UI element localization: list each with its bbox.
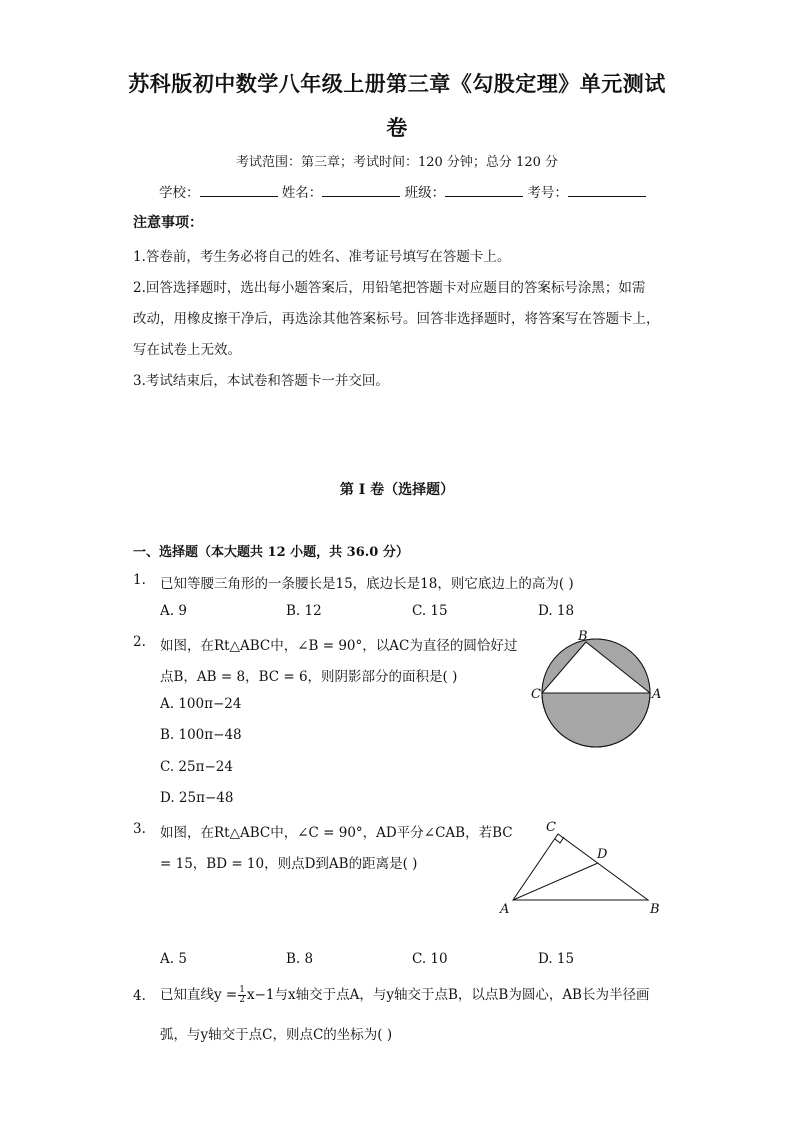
q3-label-c: C — [546, 820, 556, 835]
q4-stem — [160, 984, 649, 1006]
q3-option-c[interactable]: C. 10 — [412, 951, 448, 967]
q4-stem-cont: 弧，与y轴交于点C，则点C的坐标为( ) — [160, 1027, 393, 1043]
q2-number: 2. — [133, 634, 146, 650]
q3-stem: 如图，在Rt△ABC中，∠C = 90°，AD平分∠CAB，若BC — [160, 825, 513, 841]
q3-triangle — [513, 834, 648, 900]
notice-heading: 注意事项： — [133, 215, 203, 231]
page-title: 苏科版初中数学八年级上册第三章《勾股定理》单元测试 — [128, 71, 666, 96]
volume-title: 第 I 卷（选择题） — [339, 482, 455, 498]
notice-item-2-cont: 改动，用橡皮擦干净后，再选涂其他答案标号。回答非选择题时，将答案写在答题卡上， — [133, 311, 660, 327]
q1-number: 1. — [133, 572, 146, 588]
q1-option-d[interactable]: D. 18 — [538, 603, 575, 619]
q4-stem-post: x−1与x轴交于点A，与y轴交于点B，以点B为圆心，AB长为半径画 — [246, 987, 650, 1003]
class-blank[interactable] — [445, 184, 523, 197]
school-blank[interactable] — [200, 184, 278, 197]
q3-stem-cont: = 15，BD = 10，则点D到AB的距离是( ) — [160, 856, 418, 872]
student-info-row — [159, 181, 646, 201]
q2-label-a: A — [652, 687, 662, 702]
q2-circle-figure — [528, 628, 668, 752]
notice-item-2: 2.回答选择题时，选出每小题答案后，用铅笔把答题卡对应题目的答案标号涂黑；如需 — [133, 280, 646, 296]
notice-item-3: 3.考试结束后，本试卷和答题卡一并交回。 — [133, 373, 389, 389]
notice-item-2-cont2: 写在试卷上无效。 — [133, 342, 241, 358]
q1-option-b[interactable]: B. 12 — [286, 603, 322, 619]
q4-fraction-numerator: 1 — [239, 985, 245, 995]
q2-option-c[interactable]: C. 25π−24 — [160, 759, 233, 775]
q3-label-a: A — [500, 902, 510, 917]
number-blank[interactable] — [568, 184, 646, 197]
q1-stem: 已知等腰三角形的一条腰长是15，底边长是18，则它底边上的高为( ) — [160, 576, 574, 592]
q3-triangle-figure — [495, 816, 670, 920]
q4-fraction — [238, 986, 246, 1005]
notice-item-1: 1.答卷前，考生务必将自己的姓名、准考证号填写在答题卡上。 — [133, 249, 511, 265]
q1-option-c[interactable]: C. 15 — [412, 603, 448, 619]
q3-label-d: D — [597, 847, 608, 862]
class-label: 班级： — [404, 185, 446, 201]
q4-fraction-denominator: 2 — [239, 995, 245, 1005]
name-label: 姓名： — [281, 185, 323, 201]
q2-label-c: C — [531, 687, 541, 702]
q3-number: 3. — [133, 821, 146, 837]
q2-shaded-semicircle — [542, 693, 650, 747]
q3-label-b: B — [650, 902, 660, 917]
q1-option-a[interactable]: A. 9 — [160, 603, 187, 619]
q2-option-b[interactable]: B. 100π−48 — [160, 727, 242, 743]
exam-info: 考试范围：第三章；考试时间：120 分钟；总分 120 分 — [235, 155, 559, 170]
q2-label-b: B — [578, 629, 588, 644]
q3-option-d[interactable]: D. 15 — [538, 951, 575, 967]
part-title: 一、选择题（本大题共 12 小题，共 36.0 分） — [133, 545, 409, 560]
q2-option-d[interactable]: D. 25π−48 — [160, 790, 234, 806]
q4-stem-pre: 已知直线y = — [160, 987, 238, 1003]
q3-option-a[interactable]: A. 5 — [160, 951, 187, 967]
q2-option-a[interactable]: A. 100π−24 — [160, 696, 242, 712]
q2-stem-cont: 点B，AB = 8，BC = 6，则阴影部分的面积是( ) — [160, 669, 458, 685]
school-label: 学校： — [159, 185, 200, 201]
q3-option-b[interactable]: B. 8 — [286, 951, 314, 967]
number-label: 考号： — [527, 185, 568, 201]
q2-stem: 如图，在Rt△ABC中，∠B = 90°，以AC为直径的圆恰好过 — [160, 638, 518, 654]
q4-number: 4. — [133, 988, 146, 1004]
page-title-continued: 卷 — [386, 115, 408, 140]
name-blank[interactable] — [322, 184, 400, 197]
